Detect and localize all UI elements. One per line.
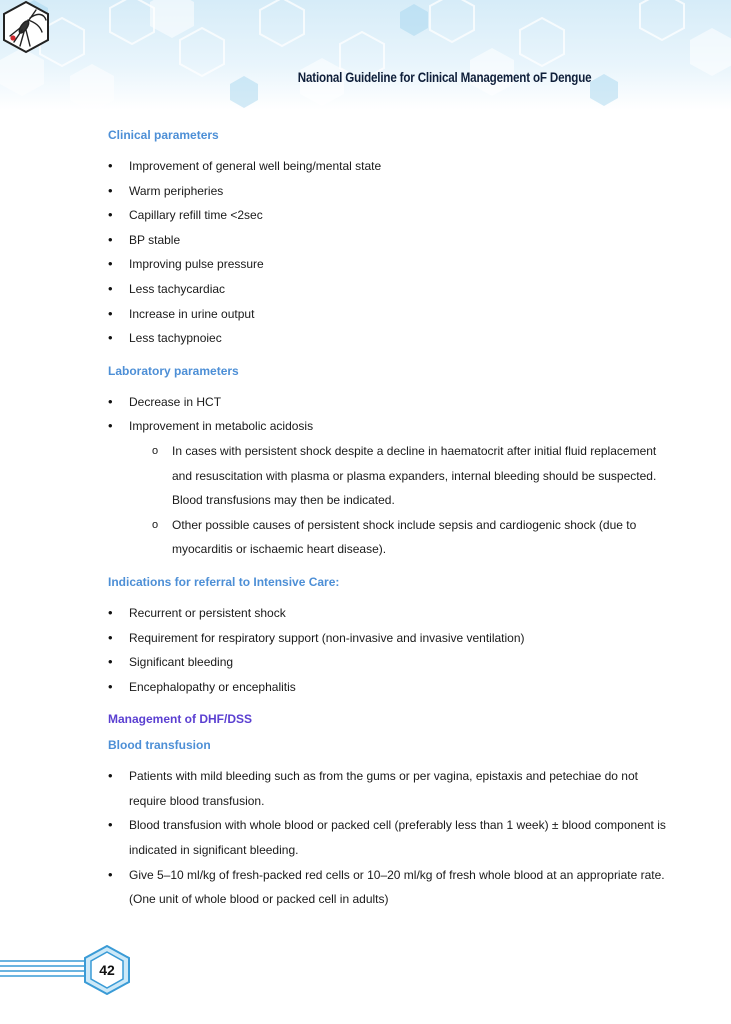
list-item: • Encephalopathy or encephalitis [108, 675, 668, 700]
list-item: • Improvement of general well being/mental state [108, 154, 668, 179]
management-heading: Management of DHF/DSS [108, 712, 253, 727]
list-item: • Less tachypnoiec [108, 326, 668, 351]
list-item: • Significant bleeding [108, 650, 668, 675]
list-item: • Increase in urine output [108, 302, 668, 327]
list-item: • Blood transfusion with whole blood or packed cell (preferably less than 1 week) ± blood component is indicated in significant bleeding. [108, 813, 668, 862]
sub-list-item: o In cases with persistent shock despite a decline in haematocrit after initial fluid replacement and resuscitation with plasma or plasma expanders, internal bleeding should be suspected. Blood transfusions may then be indicated. [152, 439, 668, 513]
clinical-parameters-section [108, 128, 668, 351]
laboratory-subitems-list [108, 439, 668, 562]
laboratory-parameters-list [108, 390, 668, 439]
list-item: • Recurrent or persistent shock [108, 601, 668, 626]
list-item: • Capillary refill time <2sec [108, 203, 668, 228]
page-content [108, 128, 668, 925]
list-item: • Less tachycardiac [108, 277, 668, 302]
list-item: • Patients with mild bleeding such as from the gums or per vagina, epistaxis and petechiae do not require blood transfusion. [108, 764, 668, 813]
header-title: National Guideline for Clinical Management oF Dengue [297, 70, 591, 85]
management-section [108, 712, 668, 726]
icu-referral-section [108, 575, 668, 699]
list-item: • Improvement in metabolic acidosis [108, 414, 668, 439]
list-item: • Requirement for respiratory support (non-invasive and invasive ventilation) [108, 626, 668, 651]
list-item: • Give 5–10 ml/kg of fresh-packed red cells or 10–20 ml/kg of fresh whole blood at an appropriate rate. (One unit of whole blood or packed cell in adults) [108, 863, 668, 912]
clinical-parameters-list [108, 154, 668, 351]
list-item: • Improving pulse pressure [108, 252, 668, 277]
footer-lines-icon [0, 955, 90, 983]
laboratory-parameters-heading: Laboratory parameters [108, 363, 239, 378]
list-item: • Warm peripheries [108, 179, 668, 204]
blood-transfusion-list [108, 764, 668, 912]
page-number: 42 [99, 962, 115, 978]
clinical-parameters-heading: Clinical parameters [108, 128, 219, 142]
blood-transfusion-section [108, 738, 668, 912]
sub-list-item: o Other possible causes of persistent shock include sepsis and cardiogenic shock (due to myocarditis or ischaemic heart disease). [152, 513, 668, 562]
mosquito-hexagon-icon [0, 0, 52, 54]
icu-referral-list [108, 601, 668, 699]
blood-transfusion-heading: Blood transfusion [108, 738, 211, 753]
icu-referral-heading: Indications for referral to Intensive Care: [108, 574, 340, 589]
hexagon-pattern-icon [0, 0, 731, 110]
list-item: • BP stable [108, 228, 668, 253]
header-band [0, 0, 731, 110]
laboratory-parameters-section [108, 364, 668, 562]
list-item: • Decrease in HCT [108, 390, 668, 415]
